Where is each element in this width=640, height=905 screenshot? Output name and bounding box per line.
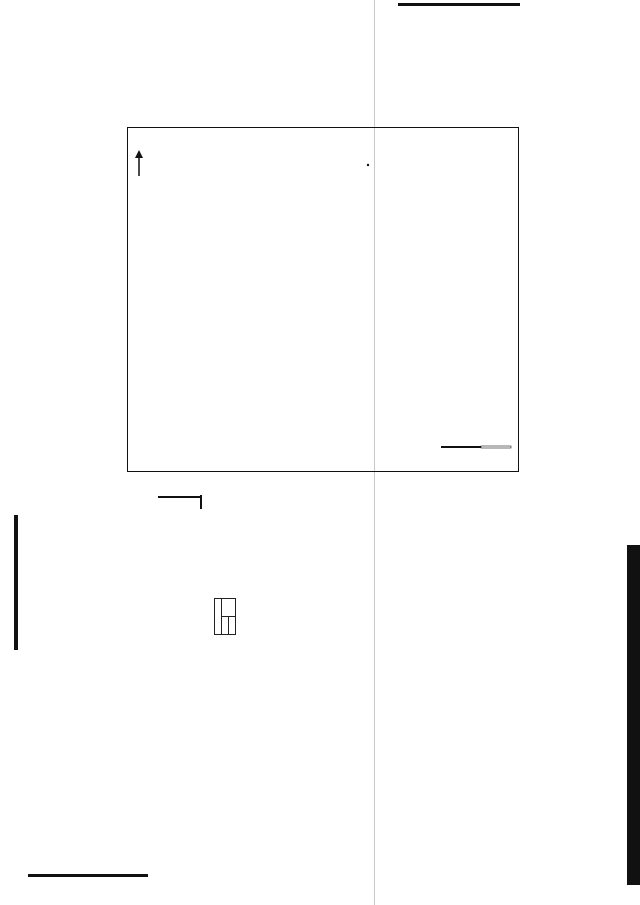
- header-lat: [222, 617, 229, 635]
- map-legend: [158, 495, 205, 509]
- header-point: [215, 599, 222, 635]
- header-coords: [222, 599, 236, 617]
- table-header-row: [215, 599, 236, 617]
- scan-edge-top: [398, 3, 520, 6]
- scan-edge-right: [627, 545, 640, 885]
- legend-line-sample: [158, 496, 200, 498]
- scale-bar-segment: [481, 446, 511, 448]
- scale-bar-segment: [441, 446, 481, 448]
- boundary-map: [127, 127, 519, 472]
- boundary-map-svg: [128, 128, 517, 470]
- scan-edge-bottom: [28, 874, 148, 877]
- header-lon: [229, 617, 236, 635]
- legend-line-end: [200, 495, 202, 509]
- scan-edge-left: [14, 515, 18, 650]
- coordinates-table: [214, 598, 236, 635]
- map-speck: [367, 164, 369, 166]
- scale-bar: [441, 446, 511, 448]
- north-arrowhead: [135, 150, 143, 158]
